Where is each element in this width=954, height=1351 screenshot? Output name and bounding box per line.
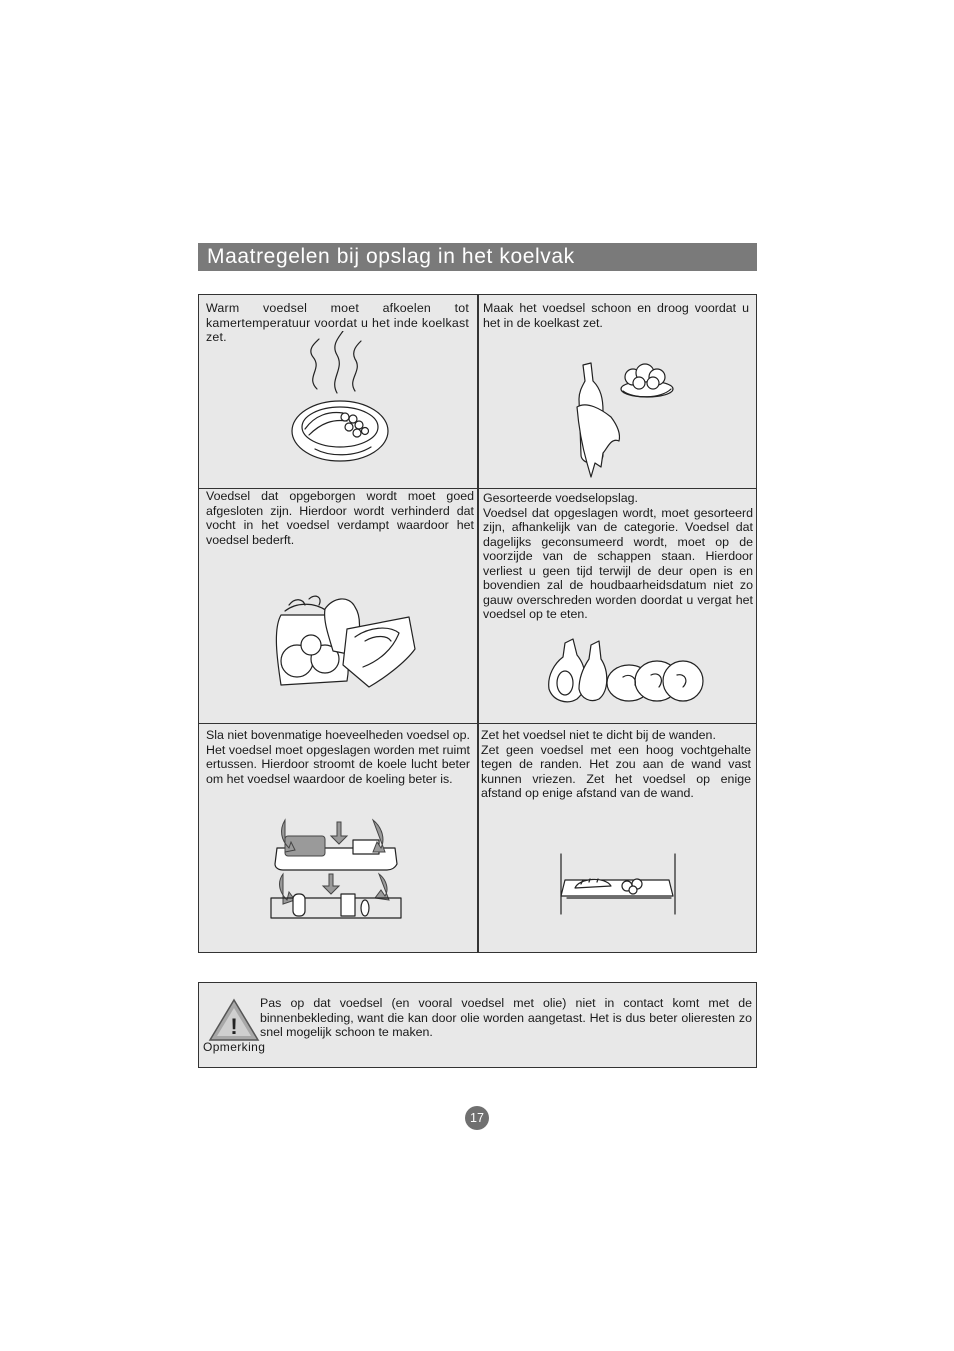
tip-cell-spacing — [199, 724, 477, 952]
tip-cell-clean-dry — [479, 295, 756, 488]
tip-cell-sealed — [199, 489, 477, 723]
storage-tips-grid — [198, 294, 757, 953]
tip-text-walls: Zet het voedsel niet te dicht bij de wanden. Zet geen voedsel met een hoog vochtgehalte tegen de randen. Het zou aan de wand vast kunnen vriezen. Zet het voedsel op enige afstand op enige afstand van de wand. — [481, 728, 751, 800]
wrapped-food-bags-illustration — [259, 589, 419, 689]
svg-text:!: ! — [230, 1014, 238, 1039]
note-text: Pas op dat voedsel (en vooral voedsel met olie) niet in contact komt met de binnenbekleding, want die kan door olie worden aangetast. Het is dus beter olieresten zo snel mogelijk schoon te maken. — [260, 996, 752, 1039]
tip-cell-walls — [479, 724, 756, 952]
tip-text-sealed: Voedsel dat opgeborgen wordt moet goed afgesloten zijn. Hierdoor wordt verhinderd dat vocht in het voedsel verdampt waardoor het voedsel bederft. — [206, 489, 474, 547]
tip-cell-sorted — [479, 489, 756, 723]
hot-food-bowl-illustration — [285, 331, 395, 471]
shelf-away-from-wall-illustration — [557, 852, 681, 918]
airflow-shelf-illustration — [269, 818, 403, 924]
meat-and-poultry-illustration — [547, 637, 707, 707]
page-number: 17 — [465, 1106, 489, 1130]
note-box — [198, 982, 757, 1068]
tip-text-cool-down: Warm voedsel moet afkoelen tot kamertemperatuur voordat u het inde koelkast zet. — [206, 301, 469, 344]
bottle-and-fruit-illustration — [573, 359, 683, 483]
tip-text-spacing: Sla niet bovenmatige hoeveelheden voedsel op. Het voedsel moet opgeslagen worden met ruimt ertussen. Hierdoor stroomt de koele lucht beter om het voedsel waardoor de koeling beter is. — [206, 728, 470, 786]
tip-text-sorted: Gesorteerde voedselopslag. Voedsel dat opgeslagen wordt, moet gesorteerd zijn, afhankelijk van de categorie. Voedsel dat dagelijks geconsumeerd wordt, moet op de voorzijde van de schappen staan. Hierdoor verliest u geen tijd terwijl de deur open is en bovendien zal de houdbaarheidsdatum niet zo gauw overschreden worden doordat u vergat het voedsel op te eten. — [483, 491, 753, 621]
note-label: Opmerking — [203, 1040, 266, 1054]
tip-cell-cool-down — [199, 295, 477, 488]
page-title: Maatregelen bij opslag in het koelvak — [198, 243, 757, 271]
warning-icon — [208, 998, 260, 1042]
tip-text-clean-dry: Maak het voedsel schoon en droog voordat u het in de koelkast zet. — [483, 301, 749, 330]
